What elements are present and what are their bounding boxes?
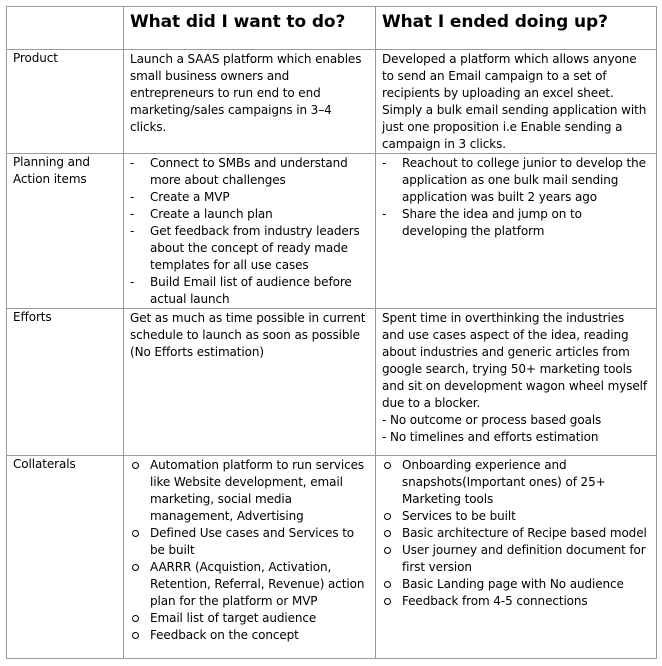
list-item-text: User journey and definition document for first version xyxy=(402,543,646,574)
list-item xyxy=(130,610,369,627)
list-item-text: Get feedback from industry leaders about the concept of ready made templates for all use cases xyxy=(150,224,360,272)
efforts-note: - No outcome or process based goals xyxy=(382,413,602,427)
circle-bullet-icon xyxy=(384,598,391,605)
header-wanted: What did I want to do? xyxy=(124,7,376,50)
list-item-text: AARRR (Acquistion, Activation, Retention, Referral, Revenue) action plan for the platform or MVP xyxy=(150,560,365,608)
efforts-wanted-cell xyxy=(124,309,376,456)
dash-bullet-icon: - xyxy=(382,156,387,170)
circle-bullet-icon xyxy=(132,462,139,469)
header-row xyxy=(7,7,657,50)
circle-bullet-icon xyxy=(384,462,391,469)
collaterals-ended-cell xyxy=(376,456,657,659)
list-item xyxy=(382,457,650,508)
efforts-ended-cell xyxy=(376,309,657,456)
list-item-text: Basic architecture of Recipe based model xyxy=(402,526,647,540)
dash-bullet-icon: - xyxy=(130,190,135,204)
dash-bullet-icon: - xyxy=(382,207,387,221)
list-item-text: Defined Use cases and Services to be built xyxy=(150,526,355,557)
list-item xyxy=(382,576,650,593)
list-item xyxy=(130,155,369,189)
product-wanted-cell xyxy=(124,50,376,154)
list-item-text: Feedback from 4-5 connections xyxy=(402,594,588,608)
header-empty-cell xyxy=(7,7,124,50)
efforts-note: - No timelines and efforts estimation xyxy=(382,430,599,444)
collaterals-wanted-list xyxy=(130,456,369,644)
row-label-planning: Planning and Action items xyxy=(7,154,124,309)
row-collaterals xyxy=(7,456,657,659)
list-item xyxy=(130,627,369,644)
planning-ended-cell xyxy=(376,154,657,309)
comparison-table xyxy=(6,6,657,659)
circle-bullet-icon xyxy=(132,615,139,622)
list-item xyxy=(382,525,650,542)
efforts-wanted-text: Get as much as time possible in current schedule to launch as soon as possible (No Efforts estimation) xyxy=(130,311,366,359)
circle-bullet-icon xyxy=(132,530,139,537)
list-item-text: Services to be built xyxy=(402,509,516,523)
dash-bullet-icon: - xyxy=(130,224,135,238)
planning-wanted-list xyxy=(130,154,369,308)
dash-bullet-icon: - xyxy=(130,156,135,170)
row-planning xyxy=(7,154,657,309)
collaterals-ended-list xyxy=(382,456,650,610)
list-item-text: Create a launch plan xyxy=(150,207,273,221)
row-product xyxy=(7,50,657,154)
list-item xyxy=(382,542,650,576)
list-item xyxy=(130,457,369,525)
row-label-efforts: Efforts xyxy=(7,309,124,456)
list-item-text: Build Email list of audience before actual launch xyxy=(150,275,352,306)
product-wanted-text: Launch a SAAS platform which enables small business owners and entrepreneurs to run end to end marketing/sales campaigns in 3–4 clicks. xyxy=(130,52,362,134)
planning-wanted-cell xyxy=(124,154,376,309)
list-item xyxy=(382,206,650,240)
row-efforts xyxy=(7,309,657,456)
planning-ended-list xyxy=(382,154,650,240)
row-label-collaterals: Collaterals xyxy=(7,456,124,659)
dash-bullet-icon: - xyxy=(130,275,135,289)
list-item-text: Connect to SMBs and understand more about challenges xyxy=(150,156,348,187)
efforts-ended-text: Spent time in overthinking the industries and use cases aspect of the idea, reading about industries and generic articles from google search, trying 50+ marketing tools and sit on development wagon wheel myself due to a blocker. xyxy=(382,311,647,410)
list-item-text: Email list of target audience xyxy=(150,611,317,625)
list-item-text: Create a MVP xyxy=(150,190,230,204)
list-item-text: Automation platform to run services like Website development, email marketing, social media management, Advertising xyxy=(150,458,365,523)
list-item-text: Feedback on the concept xyxy=(150,628,299,642)
list-item xyxy=(382,508,650,525)
list-item-text: Basic Landing page with No audience xyxy=(402,577,624,591)
product-ended-text: Developed a platform which allows anyone to send an Email campaign to a set of recipients by uploading an excel sheet. Simply a bulk email sending application with just one proposition i.e Enable sending a campaign in 3 clicks. xyxy=(382,52,647,151)
list-item xyxy=(130,274,369,308)
header-ended: What I ended doing up? xyxy=(376,7,657,50)
list-item xyxy=(130,206,369,223)
circle-bullet-icon xyxy=(132,632,139,639)
list-item xyxy=(130,559,369,610)
circle-bullet-icon xyxy=(384,530,391,537)
list-item-text: Onboarding experience and snapshots(Important ones) of 25+ Marketing tools xyxy=(402,458,606,506)
list-item xyxy=(130,223,369,274)
product-ended-cell xyxy=(376,50,657,154)
list-item-text: Share the idea and jump on to developing the platform xyxy=(402,207,582,238)
circle-bullet-icon xyxy=(384,513,391,520)
list-item xyxy=(130,189,369,206)
list-item xyxy=(382,593,650,610)
row-label-product: Product xyxy=(7,50,124,154)
dash-bullet-icon: - xyxy=(130,207,135,221)
list-item xyxy=(130,525,369,559)
list-item xyxy=(382,155,650,206)
circle-bullet-icon xyxy=(132,564,139,571)
circle-bullet-icon xyxy=(384,547,391,554)
collaterals-wanted-cell xyxy=(124,456,376,659)
list-item-text: Reachout to college junior to develop the application as one bulk mail sending application was built 2 years ago xyxy=(402,156,646,204)
circle-bullet-icon xyxy=(384,581,391,588)
